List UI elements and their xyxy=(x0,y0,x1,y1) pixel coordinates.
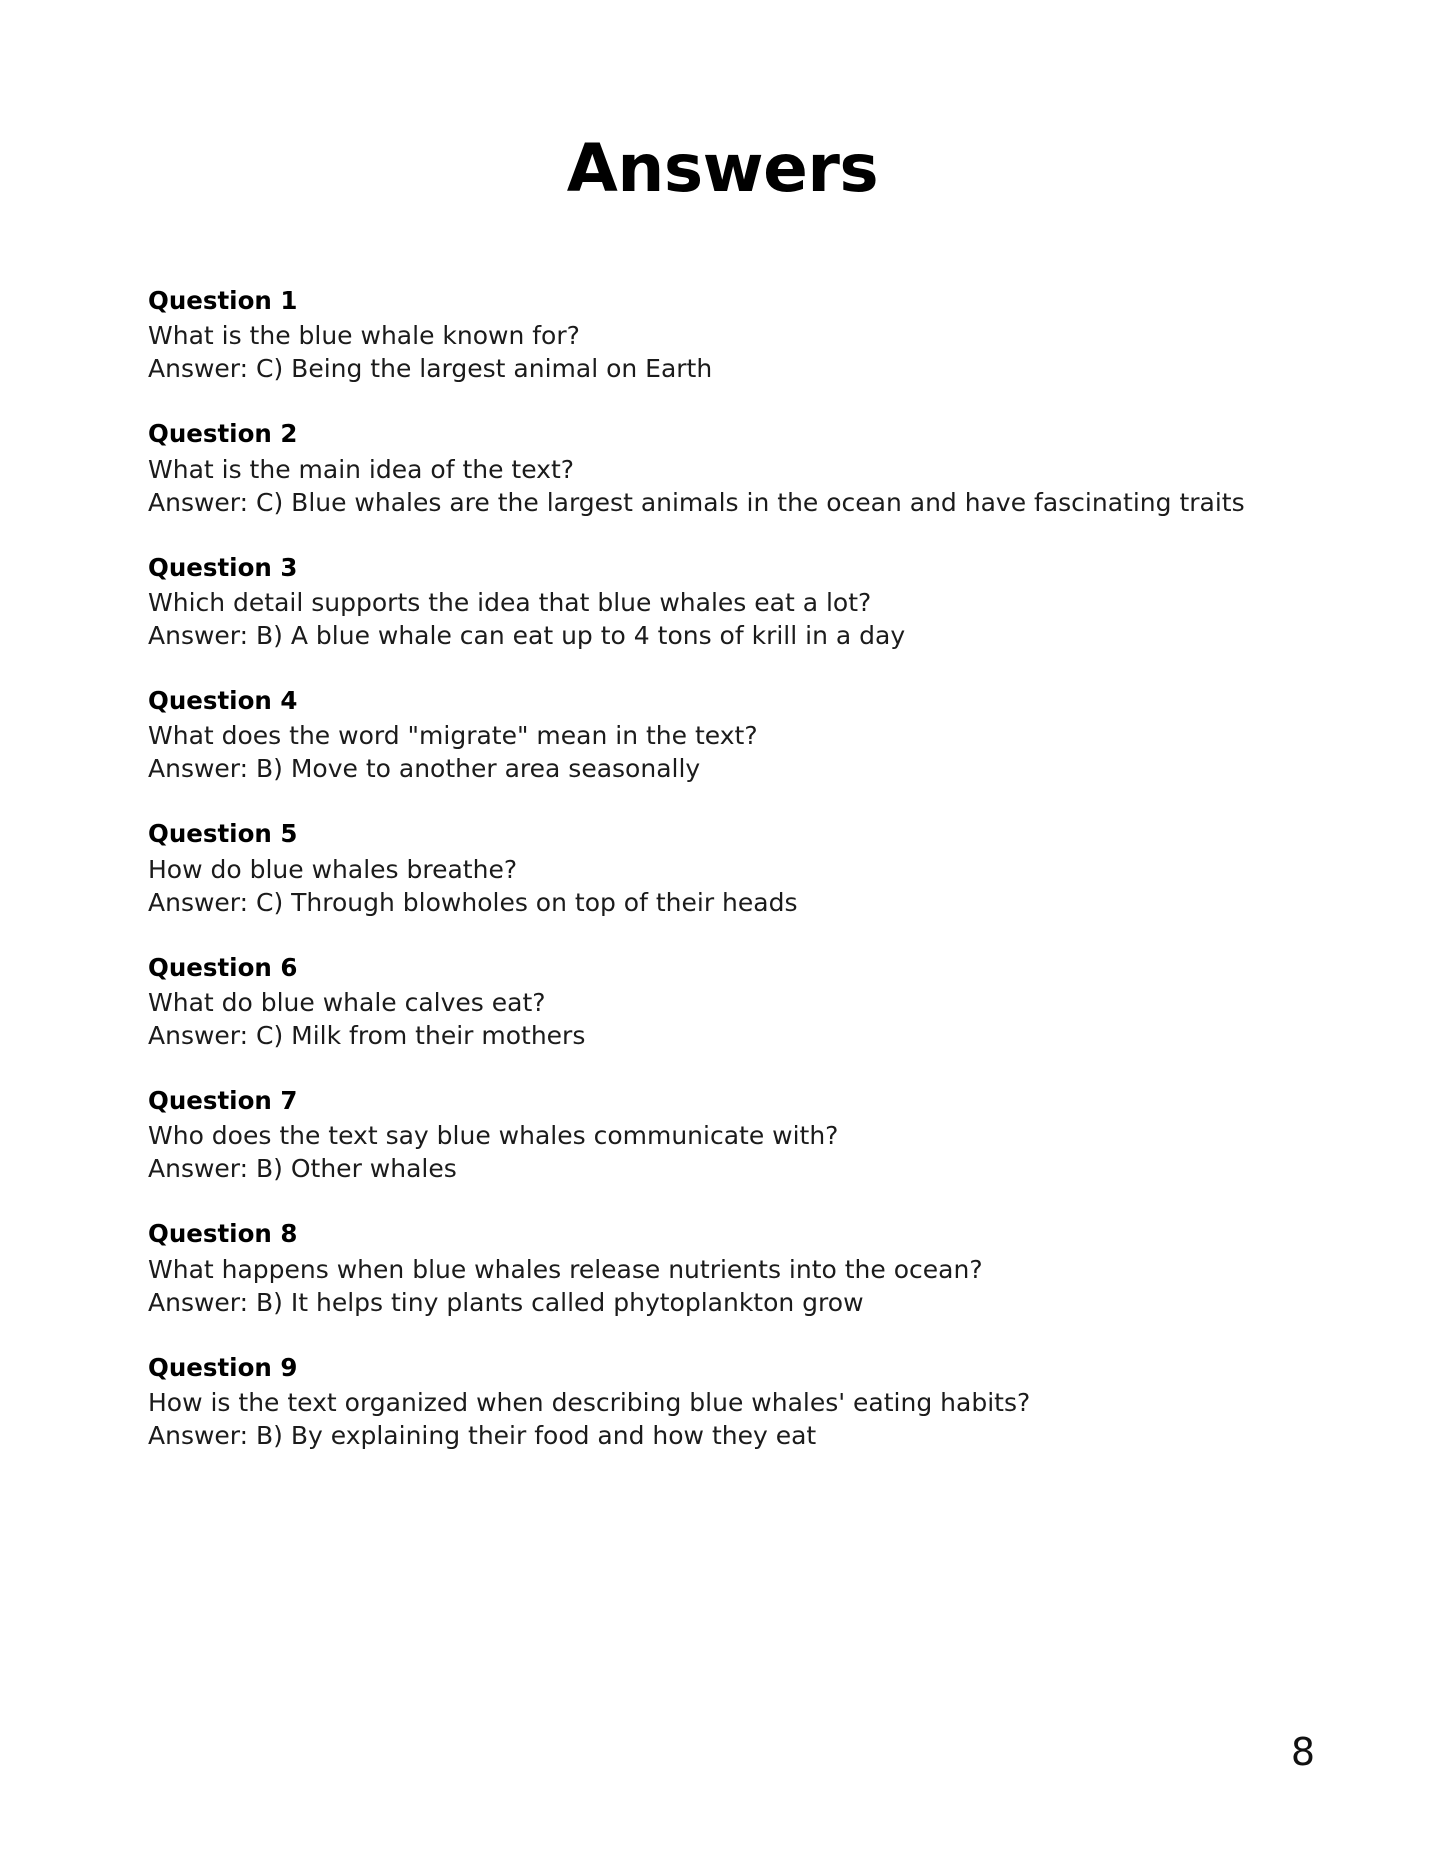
question-text: What does the word "migrate" mean in the text? xyxy=(148,721,758,751)
question-text: What happens when blue whales release nutrients into the ocean? xyxy=(148,1254,983,1284)
question-label: Question 7 xyxy=(148,1085,298,1115)
answer-text: Answer: B) A blue whale can eat up to 4 tons of krill in a day xyxy=(148,620,906,650)
question-label: Question 8 xyxy=(148,1219,298,1249)
question-label: Question 6 xyxy=(148,952,298,982)
answer-item xyxy=(148,818,1298,918)
answer-item xyxy=(148,952,1298,1052)
answer-text: Answer: C) Milk from their mothers xyxy=(148,1020,586,1050)
question-text: Who does the text say blue whales communicate with? xyxy=(148,1121,839,1151)
question-label: Question 3 xyxy=(148,552,298,582)
answer-text: Answer: B) Move to another area seasonally xyxy=(148,754,701,784)
answer-item xyxy=(148,1085,1298,1185)
question-text: What is the blue whale known for? xyxy=(148,321,580,351)
answer-item xyxy=(148,1352,1298,1452)
question-text: How do blue whales breathe? xyxy=(148,854,518,884)
question-text: How is the text organized when describing blue whales' eating habits? xyxy=(148,1387,1031,1417)
answer-text: Answer: C) Blue whales are the largest animals in the ocean and have fascinating traits xyxy=(148,487,1245,517)
question-label: Question 9 xyxy=(148,1352,298,1382)
question-text: Which detail supports the idea that blue whales eat a lot? xyxy=(148,587,872,617)
answer-item xyxy=(148,1218,1298,1318)
question-label: Question 4 xyxy=(148,685,298,715)
answer-text: Answer: B) Other whales xyxy=(148,1154,457,1184)
question-label: Question 5 xyxy=(148,819,298,849)
question-label: Question 1 xyxy=(148,286,298,315)
answer-item xyxy=(148,685,1298,785)
answers-list xyxy=(148,285,1298,1485)
question-text: What do blue whale calves eat? xyxy=(148,987,546,1017)
page-title: Answers xyxy=(566,130,879,207)
answer-item xyxy=(148,418,1298,518)
answer-item xyxy=(148,285,1298,385)
answer-text: Answer: B) It helps tiny plants called phytoplankton grow xyxy=(148,1287,864,1317)
answer-text: Answer: B) By explaining their food and how they eat xyxy=(148,1420,817,1450)
question-label: Question 2 xyxy=(148,419,298,449)
answer-item xyxy=(148,552,1298,652)
question-text: What is the main idea of the text? xyxy=(148,454,575,484)
answer-text: Answer: C) Through blowholes on top of their heads xyxy=(148,887,798,917)
answer-text: Answer: C) Being the largest animal on Earth xyxy=(148,354,713,384)
page-number: 8 xyxy=(1290,1730,1315,1774)
